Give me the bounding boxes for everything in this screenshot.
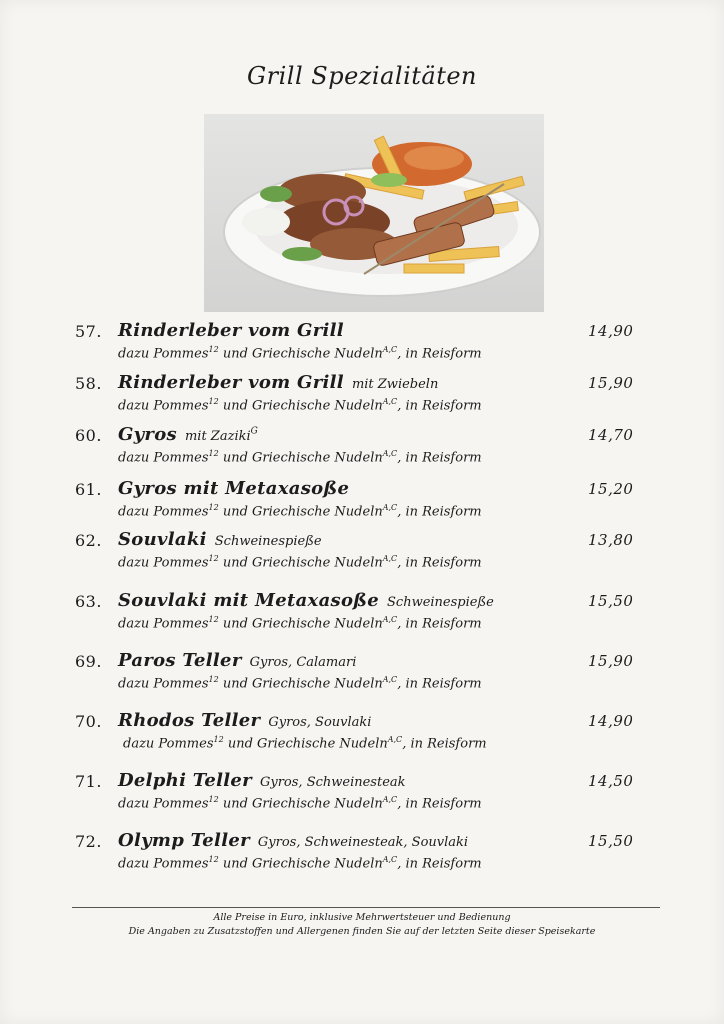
item-sides: dazu Pommes$^{12}$ und Griechische Nudeln$^{A,C}$, in Reisform — [118, 397, 482, 414]
item-price: 14,90 — [588, 712, 634, 730]
footer-divider — [72, 907, 660, 908]
item-note: Schweinespieße — [214, 534, 322, 549]
item-number: 71. — [75, 772, 102, 791]
item-price: 14,50 — [588, 772, 634, 790]
item-number: 69. — [75, 652, 102, 671]
item-name: Olymp Teller — [118, 830, 250, 851]
item-name: Delphi Teller — [118, 770, 252, 791]
item-number: 61. — [75, 480, 102, 499]
item-name: Rinderleber vom Grill — [118, 372, 344, 393]
item-note: mit Zwiebeln — [351, 377, 439, 392]
item-price: 14,90 — [588, 322, 634, 340]
item-price: 13,80 — [588, 531, 634, 549]
item-name: Souvlaki mit Metaxasoße — [118, 590, 380, 611]
item-sides: dazu Pommes$^{12}$ und Griechische Nudeln$^{A,C}$, in Reisform — [118, 795, 482, 812]
item-price: 14,70 — [588, 426, 634, 444]
item-note: Gyros, Calamari — [249, 655, 357, 670]
item-note: Gyros, Schweinesteak, Souvlaki — [257, 835, 469, 850]
page-title: Grill Spezialitäten — [246, 62, 478, 90]
item-name: Souvlaki — [118, 529, 207, 550]
item-name: Rinderleber vom Grill — [118, 320, 344, 341]
item-number: 72. — [75, 832, 102, 851]
item-number: 60. — [75, 426, 102, 445]
item-number: 58. — [75, 374, 102, 393]
footer-allergen-note: Die Angaben zu Zusatzstoffen und Allergenen finden Sie auf der letzten Seite dieser Speisekarte — [128, 926, 596, 937]
item-price: 15,90 — [588, 652, 634, 670]
item-number: 57. — [75, 322, 102, 341]
allergen-mark: G — [250, 426, 258, 437]
item-price: 15,50 — [588, 592, 634, 610]
footer-prices-note: Alle Preise in Euro, inklusive Mehrwertsteuer und Bedienung — [213, 912, 511, 923]
item-name: Gyros mit Metaxasoße — [118, 478, 350, 499]
item-note: Gyros, Souvlaki — [268, 715, 372, 730]
item-sides: dazu Pommes$^{12}$ und Griechische Nudeln$^{A,C}$, in Reisform — [123, 735, 487, 752]
item-name: Paros Teller — [118, 650, 242, 671]
item-note: mit Zaziki — [184, 429, 251, 444]
item-sides: dazu Pommes$^{12}$ und Griechische Nudeln$^{A,C}$, in Reisform — [118, 615, 482, 632]
item-note: Schweinespieße — [387, 595, 494, 610]
item-sides: dazu Pommes$^{12}$ und Griechische Nudeln$^{A,C}$, in Reisform — [118, 345, 482, 362]
item-sides: dazu Pommes$^{12}$ und Griechische Nudeln$^{A,C}$, in Reisform — [118, 675, 482, 692]
item-number: 62. — [75, 531, 102, 550]
item-sides: dazu Pommes$^{12}$ und Griechische Nudeln$^{A,C}$, in Reisform — [118, 503, 482, 520]
item-name: Rhodos Teller — [118, 710, 261, 731]
item-number: 63. — [75, 592, 102, 611]
item-price: 15,50 — [588, 832, 634, 850]
item-sides: dazu Pommes$^{12}$ und Griechische Nudeln$^{A,C}$, in Reisform — [118, 554, 482, 571]
item-note: Gyros, Schweinesteak — [259, 775, 406, 790]
dish-photo — [204, 114, 544, 312]
item-sides: dazu Pommes$^{12}$ und Griechische Nudeln$^{A,C}$, in Reisform — [118, 855, 482, 872]
item-price: 15,20 — [588, 480, 634, 498]
item-name: Gyros — [118, 424, 177, 445]
item-price: 15,90 — [588, 374, 634, 392]
item-number: 70. — [75, 712, 102, 731]
item-sides: dazu Pommes$^{12}$ und Griechische Nudeln$^{A,C}$, in Reisform — [118, 449, 482, 466]
